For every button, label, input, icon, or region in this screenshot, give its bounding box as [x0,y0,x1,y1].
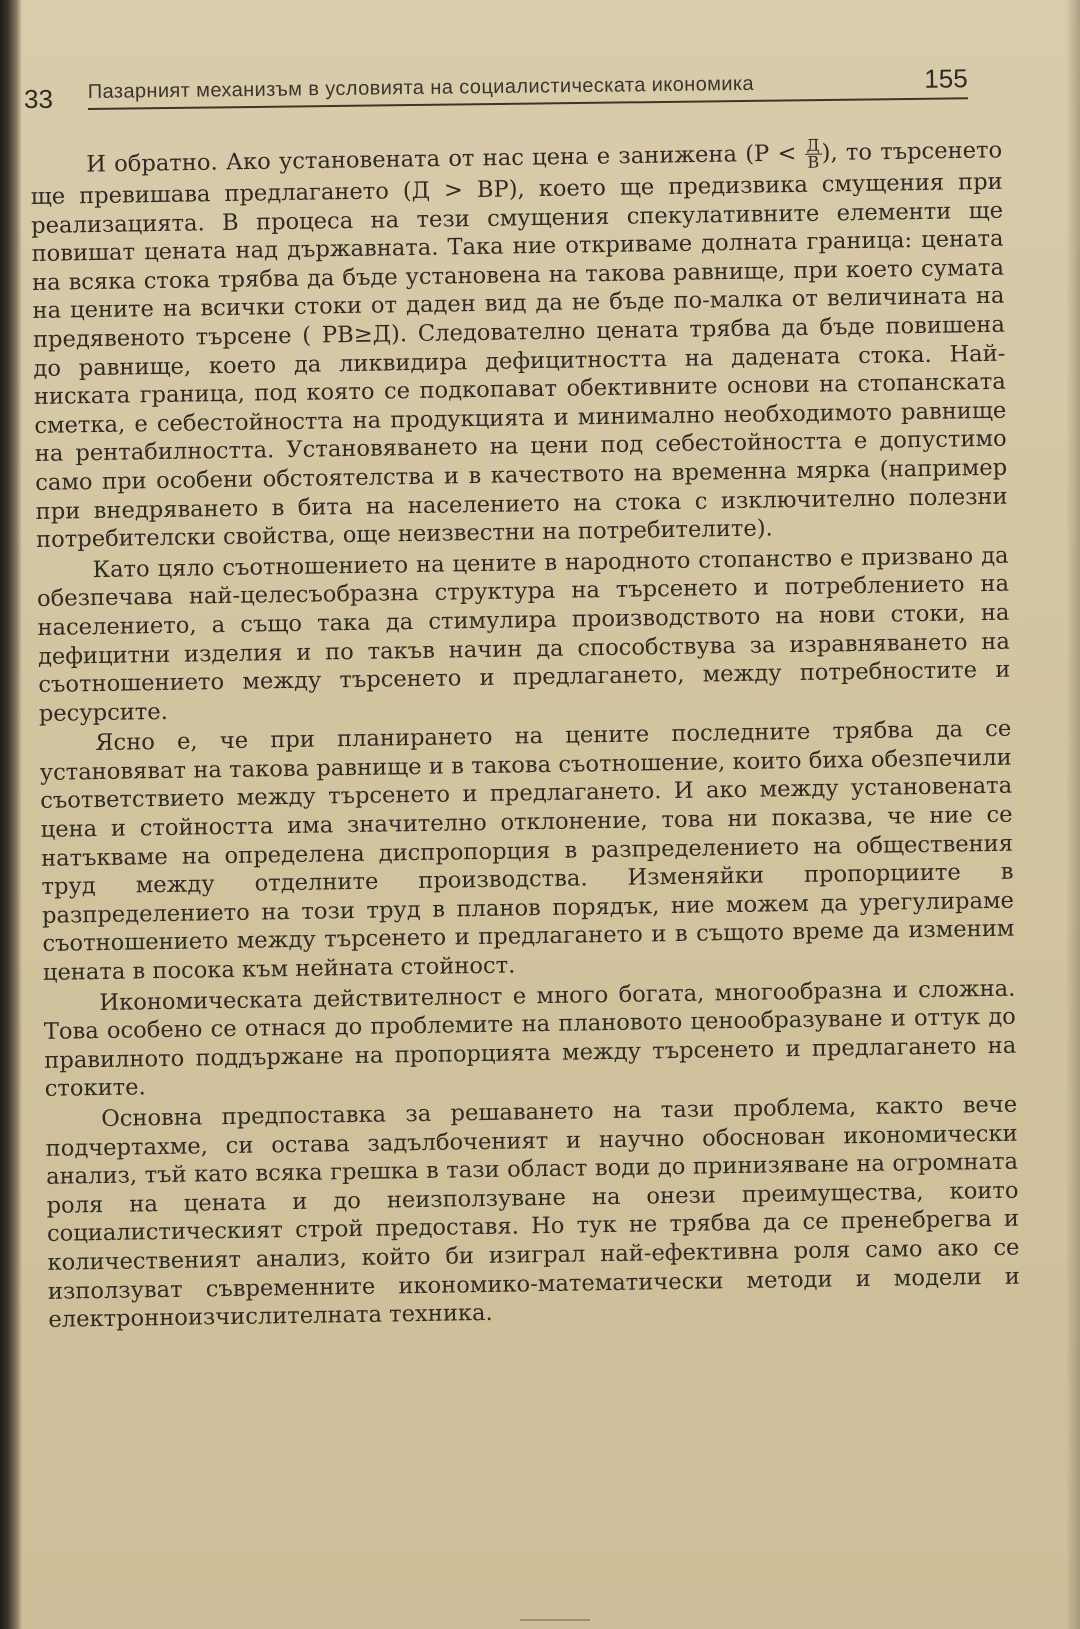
fraction-d-over-v [804,135,822,172]
previous-page-number: 33 [24,84,53,114]
page-binding-shadow [0,0,22,1629]
paragraph-1-start: И обратно. Ако установената от нас цена е занижена (Р < [86,140,797,178]
paragraph-4: Икономическата действителност е много богата, многообразна и сложна. Това особено се отнася до проблемите на плановото ценообразуване и оттук до правилното поддържане на пропорцията между търсенето и предлагането на стоките. [43,975,1017,1103]
fraction-numerator: Д [806,135,820,155]
paragraph-5: Основна предпоставка за решаването на тази проблема, както вече подчертахме, си остава задълбоченият и научно обоснован икономически анализ, тъй като всяка грешка в тази област води до принизяване на огромната роля на цената и до неизползуване на онези преимущества, които социалистическият строй предоставя. Но тук не трябва да се пренебрегва и количественият анализ, който би изиграл най-ефективна роля само ако се използуват съвременните икономико-математически методи и модели и електронноизчислителната техника. [45,1091,1021,1334]
page-edge-shadow [1066,0,1080,1629]
paragraph-2: Като цяло съотношението на цените в народното стопанство е призвано да обезпечава най-целесъобразна структура на търсенето и потреблението на населението, а също така да стимулира производството на нови стоки, на дефицитни изделия и по такъв начин да способствува за изравняването на съотношението между търсенето и предлагането, между потребностите и ресурсите. [36,542,1011,727]
page-header [87,55,967,110]
running-title: Пазарният механизъм в условията на социалистическата икономика [87,72,755,104]
paragraph-3: Ясно е, че при планирането на цените последните трябва да се установяват на такова равнище и в такова съотношение, които биха обезпечили съответствието между търсенето и предлагането. И ако между установената цена и стойността има значително отклонение, това ни показва, че ние се натъкваме на определена диспропорция в разпределението на обществения труд между отделните производства. Изменяйки пропорциите в разпределението на този труд в планов порядък, ние можем да урегулираме съотношението между търсенето и предлагането и в същото време да изменим цената в посока към нейната стойност. [39,715,1015,986]
paragraph-1 [30,135,1008,555]
scan-artifact-mark [520,1619,590,1621]
body-text [30,135,1021,1337]
paragraph-1-rest: ), то търсенето ще превишава предлагането (Д > ВР), което ще предизвика смущения при реализацията. В процеса на тези смущения спекулативните елементи ще повишат цената над държавната. Така ние откриваме долната граница: цената на всяка стока трябва да бъде установена на такова равнище, при което сумата на цените на всички стоки от даден вид да не бъде по-малка от величината на предявеното търсене ( РВ≥Д). Следователно цената трябва да бъде повишена до равнище, което да ликвидира дефицитността на дадената стока. Най-ниската граница, под която се подкопават обективните основи на стопанската сметка, е себестойността на продукцията и минимално необходимото равнище на рентабилността. Установяването на цени под себестойността е допустимо само при особени обстоятелства и в качеството на временна мярка (например при внедряването в бита на населението на стока с изключително полезни потребителски свойства, още неизвестни на потребителите). [30,137,1008,554]
page-number: 155 [924,63,968,94]
fraction-denominator: В [807,152,820,172]
